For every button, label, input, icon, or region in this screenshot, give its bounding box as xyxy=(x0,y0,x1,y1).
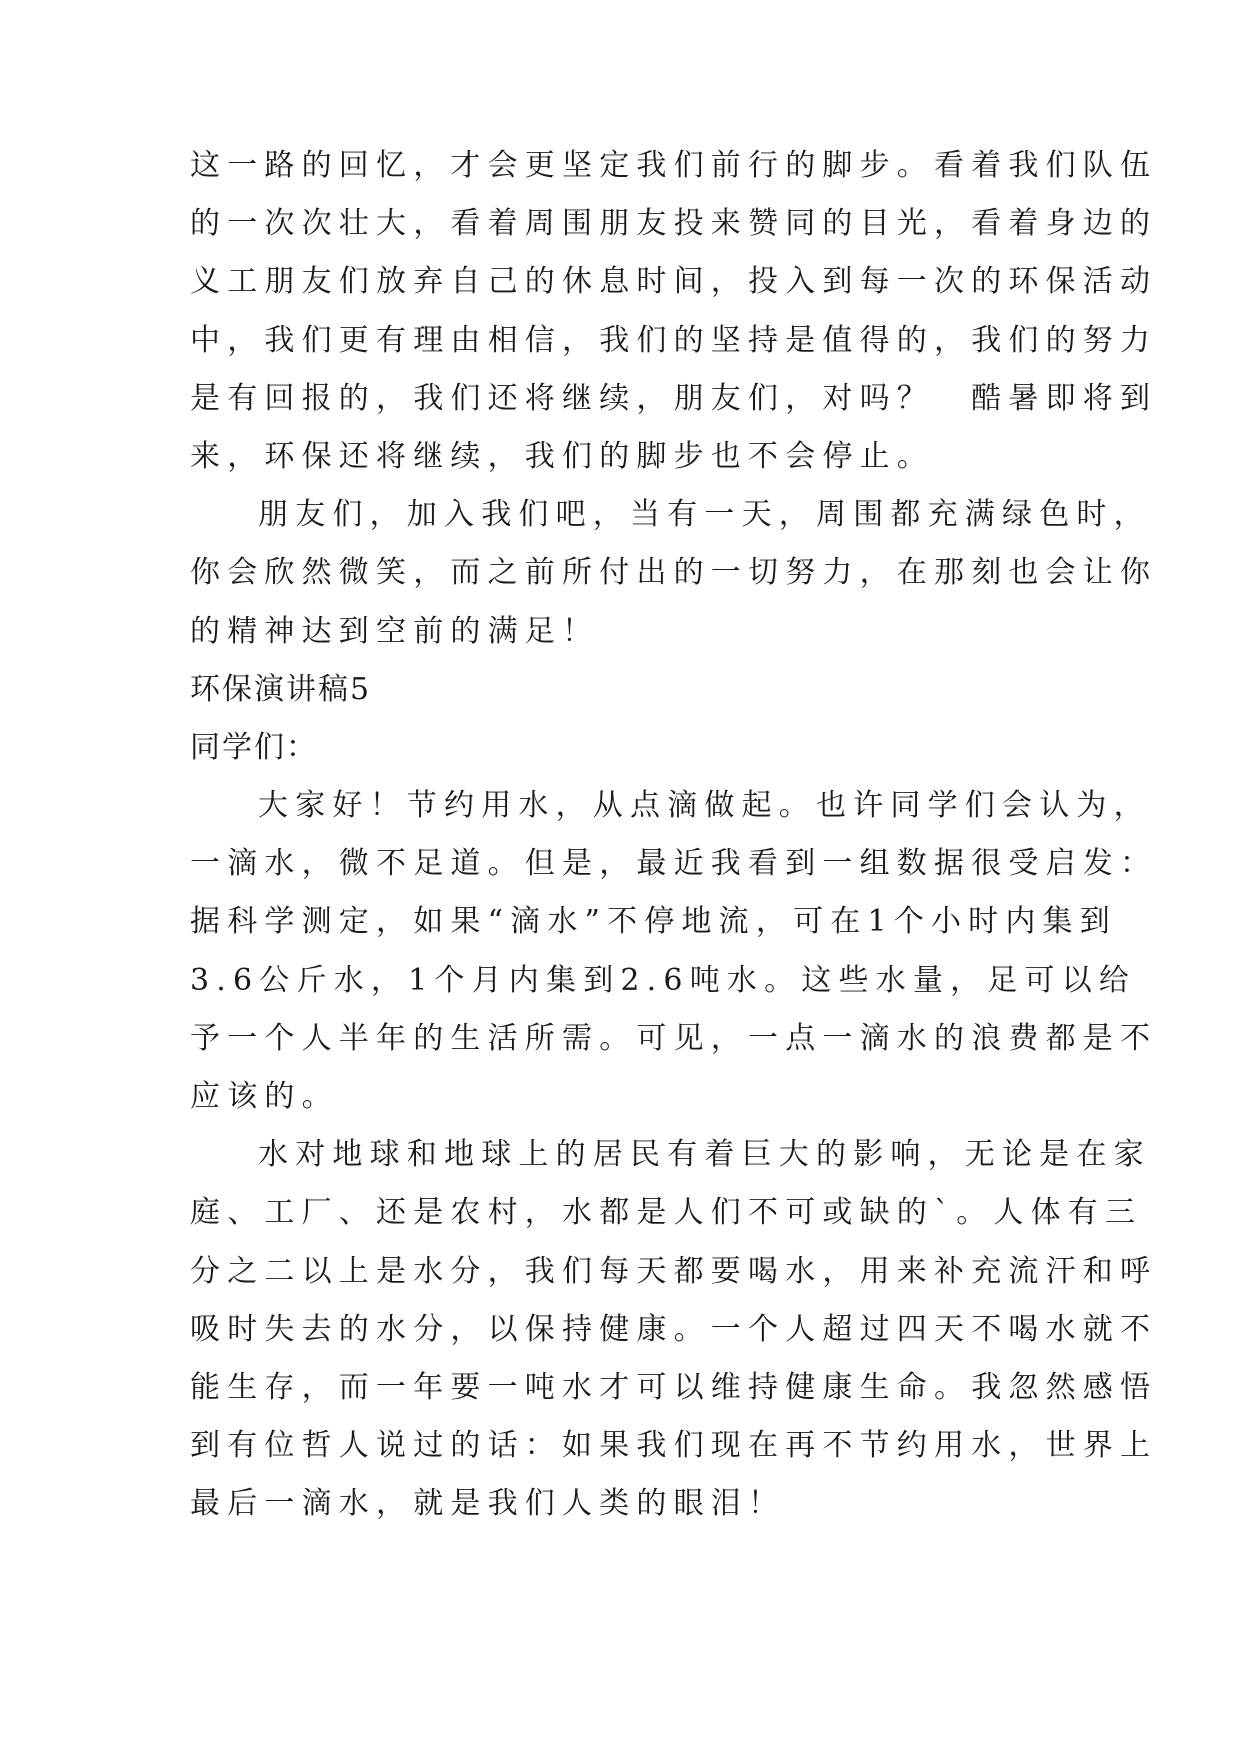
text-line: 是有回报的，我们还将继续，朋友们，对吗？ 酷暑即将到 xyxy=(190,380,1158,416)
text-line: 水对地球和地球上的居民有着巨大的影响，无论是在家 xyxy=(258,1137,1151,1173)
document-page xyxy=(190,137,1158,1534)
text-line: 中，我们更有理由相信，我们的坚持是值得的，我们的努力 xyxy=(190,322,1158,358)
salutation: 同学们： xyxy=(190,729,318,765)
text-line: 义工朋友们放弃自己的休息时间，投入到每一次的环保活动 xyxy=(190,264,1158,300)
text-line: 分之二以上是水分，我们每天都要喝水，用来补充流汗和呼 xyxy=(190,1253,1158,1289)
text-line: 到有位哲人说过的话：如果我们现在再不节约用水，世界上 xyxy=(190,1428,1158,1464)
text-line: 的精神达到空前的满足！ xyxy=(190,613,600,649)
text-line: 吸时失去的水分，以保持健康。一个人超过四天不喝水就不 xyxy=(190,1311,1158,1347)
text-line: 庭、工厂、还是农村，水都是人们不可或缺的`。人体有三 xyxy=(190,1195,1143,1231)
text-line: 能生存，而一年要一吨水才可以维持健康生命。我忽然感悟 xyxy=(190,1369,1158,1405)
text-line: 3.6公斤水，1个月内集到2.6吨水。这些水量，足可以给 xyxy=(190,962,1137,998)
text-line: 来，环保还将继续，我们的脚步也不会停止。 xyxy=(190,438,934,474)
text-line: 你会欣然微笑，而之前所付出的一切努力，在那刻也会让你 xyxy=(190,555,1158,591)
text-line: 据科学测定，如果“滴水”不停地流，可在1个小时内集到 xyxy=(190,904,1117,940)
section-heading: 环保演讲稿5 xyxy=(190,671,372,707)
text-line: 这一路的回忆，才会更坚定我们前行的脚步。看着我们队伍 xyxy=(190,148,1158,183)
text-line: 一滴水，微不足道。但是，最近我看到一组数据很受启发： xyxy=(190,846,1158,882)
text-line: 予一个人半年的生活所需。可见，一点一滴水的浪费都是不 xyxy=(190,1020,1158,1056)
text-line: 最后一滴水，就是我们人类的眼泪！ xyxy=(190,1486,786,1522)
text-line: 的一次次壮大，看着周围朋友投来赞同的目光，看着身边的 xyxy=(190,206,1158,242)
text-line: 大家好！节约用水，从点滴做起。也许同学们会认为， xyxy=(258,788,1151,824)
text-line: 朋友们，加入我们吧，当有一天，周围都充满绿色时， xyxy=(258,497,1151,533)
text-line: 应该的。 xyxy=(190,1079,339,1114)
